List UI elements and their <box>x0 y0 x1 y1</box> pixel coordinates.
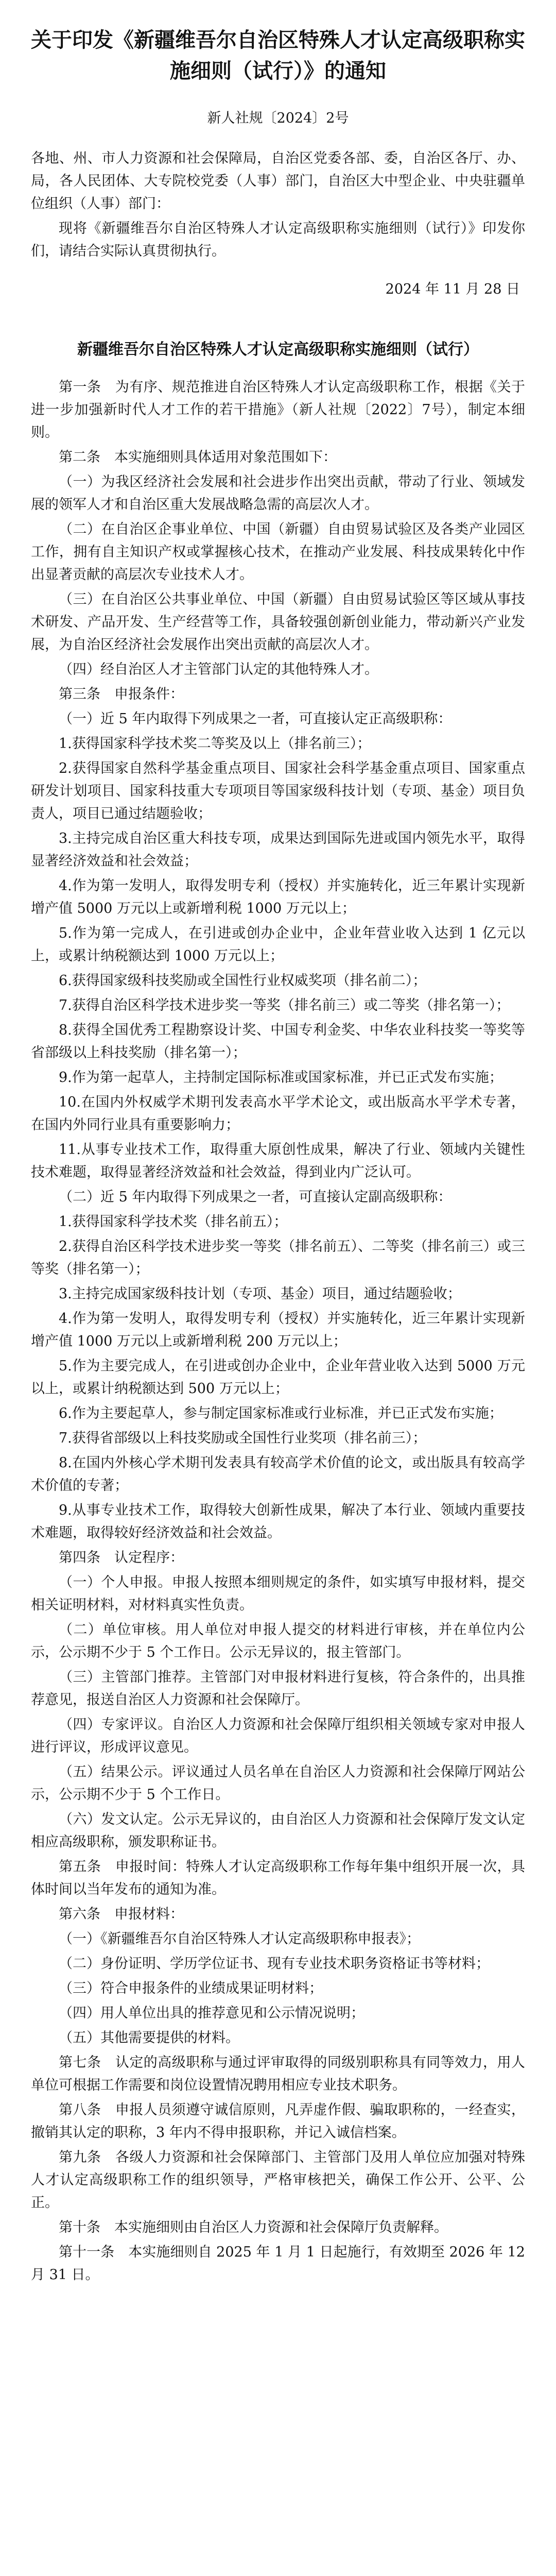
rule-paragraph: （五）其他需要提供的材料。 <box>59 2030 239 2046</box>
rule-paragraph: 4.作为第一发明人，取得发明专利（授权）并实施转化，近三年累计实现新增产值 1000 万元以上或新增利税 200 万元以上； <box>31 1311 525 1349</box>
rule-paragraph: 4.作为第一发明人，取得发明专利（授权）并实施转化，近三年累计实现新增产值 5000 万元以上或新增利税 1000 万元以上； <box>31 878 525 917</box>
rule-paragraph: （一）近 5 年内取得下列成果之一者，可直接认定正高级职称： <box>59 711 452 727</box>
rule-paragraph: 第七条 认定的高级职称与通过评审取得的同级别职称具有同等效力，用人单位可根据工作需要和岗位设置情况聘用相应专业技术职务。 <box>31 2055 525 2093</box>
rule-paragraph: 7.获得自治区科学技术进步奖一等奖（排名前三）或二等奖（排名第一）； <box>59 997 510 1013</box>
rule-paragraph: 5.作为第一完成人，在引进或创办企业中，企业年营业收入达到 1 亿元以上，或累计纳税额达到 1000 万元以上； <box>31 925 525 964</box>
rule-paragraph: 9.从事专业技术工作，取得较大创新性成果，解决了本行业、领域内重要技术难题，取得较好经济效益和社会效益。 <box>31 1502 525 1541</box>
rule-paragraph: 9.作为第一起草人，主持制定国际标准或国家标准，并已正式发布实施； <box>59 1070 503 1086</box>
rule-paragraph: 5.作为主要完成人，在引进或创办企业中，企业年营业收入达到 5000 万元以上，或累计纳税额达到 500 万元以上； <box>31 1358 525 1397</box>
rule-paragraph: 第九条 各级人力资源和社会保障部门、主管部门及用人单位应加强对特殊人才认定高级职称工作的组织领导，严格审核把关，确保工作公开、公平、公正。 <box>31 2149 525 2211</box>
signature-date: 2024 年 11 月 28 日 <box>385 281 520 297</box>
intro-paragraph: 现将《新疆维吾尔自治区特殊人才认定高级职称实施细则（试行）》印发你们，请结合实际认真贯彻执行。 <box>31 221 525 259</box>
rule-paragraph: （二）近 5 年内取得下列成果之一者，可直接认定副高级职称： <box>59 1189 452 1205</box>
rule-paragraph: 第一条 为有序、规范推进自治区特殊人才认定高级职称工作，根据《关于进一步加强新时代人才工作的若干措施》（新人社规〔2022〕7号），制定本细则。 <box>31 379 525 440</box>
rule-paragraph: （二）在自治区企事业单位、中国（新疆）自由贸易试验区及各类产业园区工作，拥有自主知识产权或掌握核心技术，在推动产业发展、科技成果转化中作出显著贡献的高层次专业技术人才。 <box>31 521 525 583</box>
rule-paragraph: （三）主管部门推荐。主管部门对申报材料进行复核，符合条件的，出具推荐意见，报送自治区人力资源和社会保障厅。 <box>31 1669 525 1708</box>
rule-paragraph: （一）为我区经济社会发展和社会进步作出突出贡献，带动了行业、领域发展的领军人才和自治区重大发展战略急需的高层次人才。 <box>31 474 525 513</box>
rule-paragraph: 第十一条 本实施细则自 2025 年 1 月 1 日起施行，有效期至 2026 年 12 月 31 日。 <box>31 2244 525 2283</box>
rule-paragraph: （三）符合申报条件的业绩成果证明材料； <box>59 1980 323 1996</box>
rule-paragraph: 2.获得自治区科学技术进步奖一等奖（排名前五）、二等奖（排名前三）或三等奖（排名第一）； <box>31 1239 525 1277</box>
rule-paragraph: 1.获得国家科学技术奖（排名前五）； <box>59 1214 288 1230</box>
rule-paragraph: 8.在国内外核心学术期刊发表具有较高学术价值的论文，或出版具有较高学术价值的专著； <box>31 1455 525 1494</box>
document-title: 关于印发《新疆维吾尔自治区特殊人才认定高级职称实施细则（试行）》的通知 <box>31 28 525 83</box>
addressees: 各地、州、市人力资源和社会保障局，自治区党委各部、委，自治区各厅、办、局，各人民团体、大专院校党委（人事）部门，自治区大中型企业、中央驻疆单位组织（人事）部门： <box>31 150 525 212</box>
rule-paragraph: 7.获得省部级以上科技奖励或全国性行业奖项（排名前三）； <box>59 1430 427 1446</box>
rule-paragraph: （三）在自治区公共事业单位、中国（新疆）自由贸易试验区等区域从事技术研发、产品开发、生产经营等工作，具备较强创新创业能力，带动新兴产业发展，为自治区经济社会发展作出突出贡献的高层次人才。 <box>31 591 525 653</box>
rule-paragraph: 第八条 申报人员须遵守诚信原则，凡弄虚作假、骗取职称的，一经查实，撤销其认定的职称，3 年内不得申报职称，并记入诚信档案。 <box>31 2102 525 2141</box>
rule-paragraph: 2.获得国家自然科学基金重点项目、国家社会科学基金重点项目、国家重点研发计划项目、国家科技重大专项项目等国家级科技计划（专项、基金）项目负责人，项目已通过结题验收； <box>31 760 525 822</box>
rule-paragraph: （二）单位审核。用人单位对申报人提交的材料进行审核，并在单位内公示，公示期不少于 5 个工作日。公示无异议的，报主管部门。 <box>31 1622 525 1660</box>
rule-paragraph: 6.获得国家级科技奖励或全国性行业权威奖项（排名前二）； <box>59 973 427 989</box>
rule-paragraph: 第二条 本实施细则具体适用对象范围如下： <box>59 449 337 465</box>
rule-paragraph: 第十条 本实施细则由自治区人力资源和社会保障厅负责解释。 <box>59 2219 448 2235</box>
rule-paragraph: （四）用人单位出具的推荐意见和公示情况说明； <box>59 2005 364 2021</box>
rule-paragraph: （一）《新疆维吾尔自治区特殊人才认定高级职称申报表》； <box>59 1931 420 1947</box>
rules-title: 新疆维吾尔自治区特殊人才认定高级职称实施细则（试行） <box>77 341 479 359</box>
rule-paragraph: 3.主持完成国家级科技计划（专项、基金）项目，通过结题验收； <box>59 1286 461 1302</box>
rule-paragraph: 第四条 认定程序： <box>59 1550 184 1566</box>
rule-paragraph: 8.获得全国优秀工程勘察设计奖、中国专利金奖、中华农业科技奖一等奖等省部级以上科技奖励（排名第一）； <box>31 1022 525 1061</box>
rule-paragraph: 第三条 申报条件： <box>59 686 184 702</box>
rule-paragraph: （二）身份证明、学历学位证书、现有专业技术职务资格证书等材料； <box>59 1956 490 1972</box>
rule-paragraph: 1.获得国家科学技术奖二等奖及以上（排名前三）； <box>59 736 371 752</box>
rule-paragraph: 10.在国内外权威学术期刊发表高水平学术论文，或出版高水平学术专著，在国内外同行业具有重要影响力； <box>31 1094 525 1133</box>
rule-paragraph: 第五条 申报时间：特殊人才认定高级职称工作每年集中组织开展一次，具体时间以当年发布的通知为准。 <box>31 1859 525 1897</box>
rule-paragraph: （五）结果公示。评议通过人员名单在自治区人力资源和社会保障厅网站公示，公示期不少于 5 个工作日。 <box>31 1764 525 1803</box>
rules-body <box>31 376 525 2286</box>
rule-paragraph: （四）经自治区人才主管部门认定的其他特殊人才。 <box>59 662 378 677</box>
rule-paragraph: （一）个人申报。申报人按照本细则规定的条件，如实填写申报材料，提交相关证明材料，对材料真实性负责。 <box>31 1574 525 1613</box>
rule-paragraph: 第六条 申报材料： <box>59 1906 184 1922</box>
rule-paragraph: 6.作为主要起草人，参与制定国家标准或行业标准，并已正式发布实施； <box>59 1405 503 1421</box>
rule-paragraph: 11.从事专业技术工作，取得重大原创性成果，解决了行业、领域内关键性技术难题，取得显著经济效益和社会效益，得到业内广泛认可。 <box>31 1142 525 1180</box>
rule-paragraph: （六）发文认定。公示无异议的，由自治区人力资源和社会保障厅发文认定相应高级职称，颁发职称证书。 <box>31 1811 525 1850</box>
rule-paragraph: 3.主持完成自治区重大科技专项，成果达到国际先进或国内领先水平，取得显著经济效益和社会效益； <box>31 831 525 869</box>
rule-paragraph: （四）专家评议。自治区人力资源和社会保障厅组织相关领域专家对申报人进行评议，形成评议意见。 <box>31 1717 525 1755</box>
document-number: 新人社规〔2024〕2号 <box>207 110 349 126</box>
